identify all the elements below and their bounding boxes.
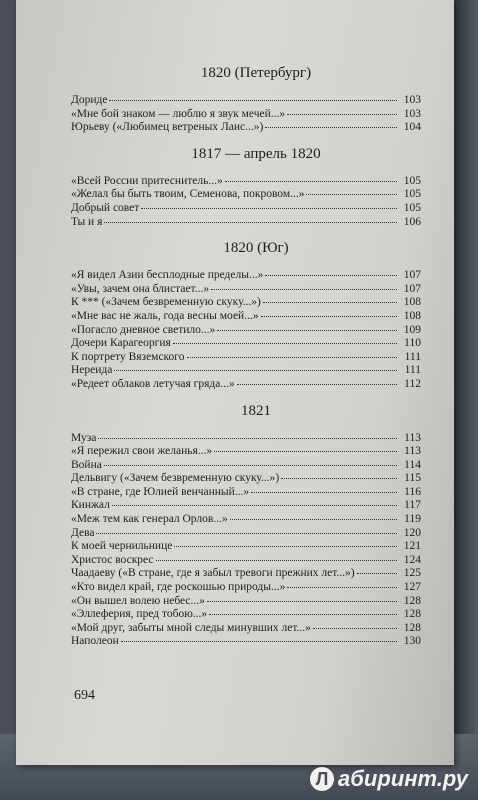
entry-title: Христос воскрес: [71, 553, 154, 566]
entry-title: «Увы, зачем она блистает...»: [71, 282, 210, 295]
dot-leader: [207, 601, 397, 602]
dot-leader: [287, 114, 397, 115]
entry-title: «Мне вас не жаль, года весны моей...»: [71, 309, 259, 322]
entry-page-number: 119: [404, 513, 421, 526]
entry-title: «Редеет облаков летучая гряда...»: [71, 377, 235, 390]
section-title: 1820 (Петербург): [200, 65, 312, 81]
entry-page-number: 112: [404, 377, 421, 390]
entry-page-number: 105: [403, 188, 421, 201]
entry-page-number: 111: [404, 350, 421, 363]
toc-entry: [71, 499, 421, 513]
dot-leader: [211, 289, 397, 290]
toc-entry: [71, 622, 421, 636]
page-number: 694: [74, 688, 95, 703]
entry-title: «В стране, где Юлией венчанный...»: [71, 485, 250, 498]
entry-page-number: 104: [403, 121, 421, 134]
toc-entry: [71, 269, 421, 283]
entry-page-number: 103: [403, 94, 421, 106]
entry-title: «Всей России притеснитель...»: [71, 174, 223, 187]
dot-leader: [156, 560, 397, 561]
labirint-logo-icon: Л: [310, 767, 334, 791]
dot-leader: [265, 275, 397, 276]
entry-title: Дочери Карагеоргия: [71, 337, 171, 350]
dot-leader: [225, 181, 397, 182]
toc-entry: [71, 216, 421, 230]
entry-title: Дева: [71, 526, 95, 539]
entry-page-number: 128: [403, 594, 421, 607]
entry-page-number: 109: [403, 323, 421, 336]
toc-entry: [71, 445, 421, 459]
dot-leader: [357, 573, 397, 574]
toc-entry: [71, 567, 421, 581]
entry-title: Наполеон: [71, 635, 119, 648]
toc-section: [71, 145, 421, 229]
toc-entry: [71, 608, 421, 622]
toc-entry: [71, 175, 421, 189]
table-of-contents: [71, 64, 421, 659]
toc-entry: [71, 324, 421, 338]
entry-page-number: 116: [404, 485, 421, 498]
entry-title: Дориде: [71, 94, 108, 106]
dot-leader: [96, 533, 397, 534]
entry-page-number: 128: [403, 621, 421, 634]
entry-page-number: 105: [403, 174, 421, 187]
toc-section: [71, 64, 421, 135]
entry-title: «Эллеферия, пред тобою...»: [71, 608, 208, 621]
dot-leader: [217, 330, 397, 331]
dot-leader: [237, 384, 397, 385]
entry-title: «Я видел Азии бесплодные пределы...»: [71, 269, 264, 282]
watermark-text: абиринт.ру: [338, 766, 468, 791]
entry-page-number: 103: [403, 107, 421, 120]
entry-page-number: 128: [403, 608, 421, 621]
dot-leader: [281, 478, 397, 479]
entry-page-number: 108: [403, 296, 421, 309]
entry-page-number: 113: [404, 431, 421, 444]
toc-entry: [71, 554, 421, 568]
dot-leader: [230, 519, 397, 520]
toc-entry: [71, 472, 421, 486]
dot-leader: [187, 357, 398, 358]
toc-entry: [71, 283, 421, 297]
entry-page-number: 105: [403, 201, 421, 214]
entry-title: «Мне бой знаком — люблю я звук мечей...»: [71, 107, 286, 120]
entry-page-number: 113: [404, 445, 421, 458]
toc-entry: [71, 108, 421, 122]
entry-page-number: 107: [403, 282, 421, 295]
toc-entry: [71, 595, 421, 609]
entry-title: «Погасло дневное светило...»: [71, 323, 216, 336]
entry-page-number: 121: [403, 540, 421, 553]
entry-page-number: 115: [404, 472, 421, 485]
entry-page-number: 117: [404, 499, 421, 512]
toc-entry: [71, 364, 421, 378]
section-title: 1821: [241, 402, 271, 419]
dot-leader: [313, 628, 397, 629]
entry-title: Кинжал: [71, 499, 110, 512]
entry-title: Юрьеву («Любимец ветреных Лаис...»): [71, 121, 264, 134]
entry-title: «Кто видел край, где роскошью природы...»: [71, 581, 286, 594]
entry-title: Война: [71, 458, 102, 471]
entry-title: «Желал бы быть твоим, Семенова, покровом...»: [71, 188, 305, 201]
entry-page-number: 114: [404, 458, 421, 471]
toc-entry: [71, 378, 421, 392]
entry-page-number: 127: [403, 581, 421, 594]
entry-title: «Он вышел волею небес...»: [71, 594, 205, 607]
dot-leader: [214, 451, 397, 452]
toc-entry: [71, 513, 421, 527]
dot-leader: [209, 614, 397, 615]
dot-leader: [251, 492, 397, 493]
section-title: 1817 — апрель 1820: [191, 145, 321, 162]
toc-entry: [71, 459, 421, 473]
toc-section: [71, 402, 421, 650]
entry-page-number: 106: [403, 215, 421, 228]
dot-leader: [306, 194, 397, 195]
entry-page-number: 120: [403, 526, 421, 539]
dot-leader: [121, 641, 397, 642]
entry-page-number: 124: [403, 553, 421, 566]
entry-title: К портрету Вяземского: [71, 350, 185, 363]
toc-entry: [71, 296, 421, 310]
toc-entry: [71, 337, 421, 351]
entry-title: К *** («Зачем безвременную скуку...»): [71, 296, 261, 309]
dot-leader: [109, 100, 397, 101]
entry-title: Муза: [71, 431, 97, 444]
dot-leader: [98, 438, 397, 439]
entry-title: «Меж тем как генерал Орлов...»: [71, 513, 228, 526]
toc-entry: [71, 310, 421, 324]
toc-entry: [71, 581, 421, 595]
dot-leader: [263, 302, 397, 303]
toc-entry: [71, 527, 421, 541]
toc-entry: [71, 432, 421, 446]
dot-leader: [114, 370, 397, 371]
entry-title: «Я пережил свои желанья...»: [71, 445, 213, 458]
dot-leader: [265, 127, 397, 128]
entry-page-number: 130: [403, 635, 421, 648]
toc-entry: [71, 540, 421, 554]
entry-title: Нереида: [71, 364, 113, 377]
dot-leader: [112, 505, 397, 506]
entry-title: Добрый совет: [71, 201, 140, 214]
toc-entry: [71, 188, 421, 202]
entry-title: К моей чернильнице: [71, 540, 173, 553]
dot-leader: [141, 208, 397, 209]
toc-entry: [71, 94, 421, 108]
toc-entry: [71, 202, 421, 216]
entry-page-number: 110: [404, 337, 421, 350]
entry-page-number: 125: [403, 567, 421, 580]
entry-page-number: 108: [403, 309, 421, 322]
dot-leader: [104, 465, 397, 466]
entry-page-number: 107: [403, 269, 421, 282]
entry-page-number: 111: [404, 364, 421, 377]
entry-title: Ты и я: [71, 215, 103, 228]
toc-entry: [71, 635, 421, 649]
watermark: [310, 766, 468, 792]
book-page: [16, 0, 454, 765]
dot-leader: [261, 316, 397, 317]
toc-entry: [71, 351, 421, 365]
toc-entry: [71, 486, 421, 500]
entry-title: «Мой друг, забыты мной следы минувших лет...»: [71, 621, 311, 634]
entry-title: Дельвигу («Зачем безвременную скуку...»): [71, 472, 280, 485]
section-title: 1820 (Юг): [223, 240, 289, 257]
dot-leader: [104, 222, 397, 223]
toc-entry: [71, 121, 421, 135]
dot-leader: [287, 587, 397, 588]
dot-leader: [173, 343, 397, 344]
toc-section: [71, 239, 421, 391]
entry-title: Чаадаеву («В стране, где я забыл тревоги прежних лет...»): [71, 567, 355, 580]
dot-leader: [174, 546, 397, 547]
